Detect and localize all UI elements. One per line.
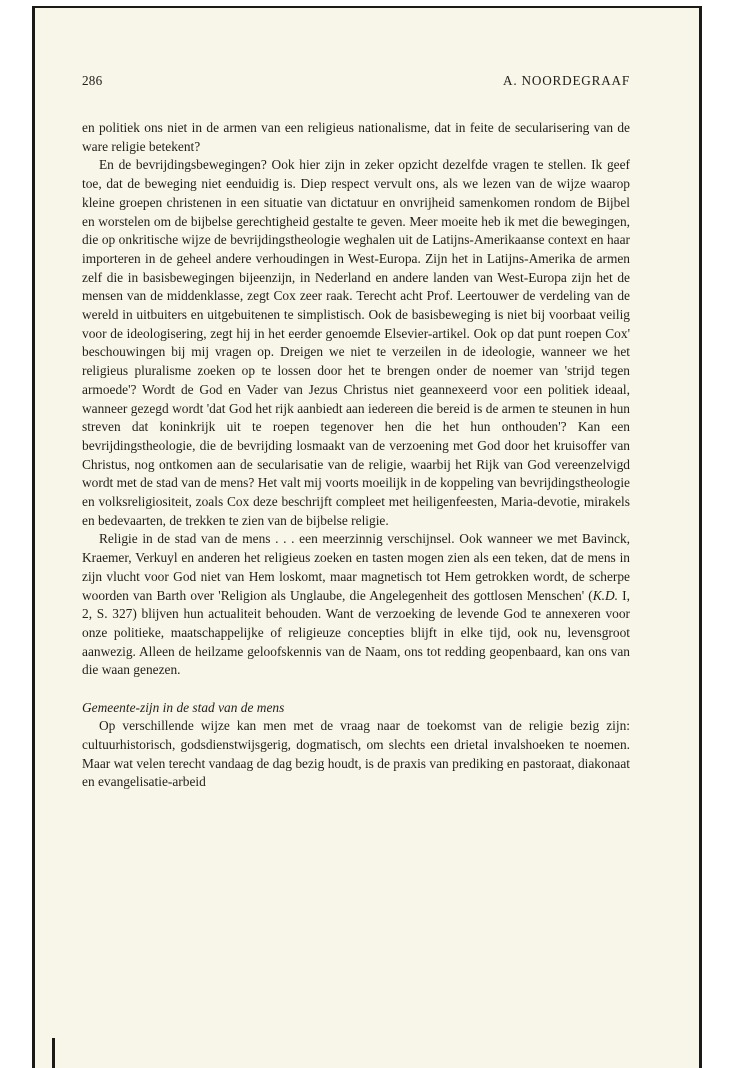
scan-edge-mark [52, 1038, 55, 1068]
paragraph-liberation-movements: En de bevrijdingsbewegingen? Ook hier zijn in zeker opzicht dezelfde vragen te stellen. Ik geef toe, dat de beweging niet eenduidig is. Diep respect vervult ons, als we lezen van de wijze waarop kleine groepen christenen in een situatie van dictatuur en onvrijheid samenkomen rondom de Bijbel en worstelen om de bijbelse gerechtigheid gestalte te geven. Meer moeite heb ik met die bewegingen, die op onkritische wijze de bevrijdingstheologie weghalen uit de Latijns-Amerikaanse context en haar importeren in de geheel andere verhoudingen in West-Europa. Zijn het in Latijns-Amerika de armen zelf die in basisbewegingen bijeenzijn, in Nederland en andere landen van West-Europa zijn het de mensen van de middenklasse, zegt Cox zeer raak. Terecht acht Prof. Leertouwer de verdeling van de wereld in uitbuiters en uitgebuitenen te simplistisch. Ook de basisbeweging is niet bij voorbaat veilig voor de ideologisering, zegt hij in het eerder genoemde Elsevier-artikel. Ook op dat punt roepen Cox' beschouwingen bij mij vragen op. Dreigen we niet te verzeilen in de ideologie, wanneer we het religieus pluralisme zoeken op te lossen door het te brengen onder de noemer van 'strijd tegen armoede'? Wordt de God en Vader van Jezus Christus niet geannexeerd voor een politiek ideaal, wanneer gezegd wordt 'dat God het rijk aanbiedt aan iedereen die bereid is de armen te steunen in hun streven dat koninkrijk uit te roepen tegenover hen die het hun onthouden'? Kan een bevrijdingstheologie, die de bevrijding losmaakt van de verzoening met God door het kruisoffer van Christus, nog ontkomen aan de secularisatie van de religie, waarbij het Rijk van God vereenzelvigd wordt met de stad van de mens? Het valt mij voorts moeilijk in de koppeling van bevrijdingstheologie en volksreligiositeit, zoals Cox deze beschrijft compleet met heiligenfeesten, Maria-devotie, mirakels en bedevaarten, de trekken te zien van de bijbelse religie. [82, 157, 630, 528]
section-heading: Gemeente-zijn in de stad van de mens [82, 700, 285, 716]
citation-kd: K.D. [592, 587, 619, 603]
paragraph-continuation: en politiek ons niet in de armen van een religieus nationalisme, dat in feite de secularisering van de ware religie betekent? [82, 120, 630, 154]
paragraph-congregation: Op verschillende wijze kan men met de vraag naar de toekomst van de religie bezig zijn: cultuurhistorisch, godsdienstwijsgerig, dogmatisch, om slechts een drietal invalshoeken te noemen. Maar wat velen terecht vandaag de dag bezig houdt, is de praxis van prediking en pastoraat, diakonaat en evangelisatie-arbeid [82, 718, 630, 790]
paragraph-religion-in-city [82, 530, 630, 680]
paragraph-text-part: I, 2, S. 327) blijven hun actualiteit behouden. Want de verzoeking de levende God te annexeren voor onze politieke, maatschappelijke of religieuze concepties blijft in elke tijd, ook nu, levensgroot aanwezig. Alleen de heilzame geloofskennis van de Naam, ons tot redding geopenbaard, kan ons van die waan genezen. [82, 587, 630, 678]
body-text [82, 119, 630, 792]
page-number: 286 [82, 73, 103, 88]
paragraph-text-part: Religie in de stad van de mens . . . een meerzinnig verschijnsel. Ook wanneer we met Bavinck, Kraemer, Verkuyl en anderen het religieus zoeken en tasten mogen zien als een teken, dat de mens in zijn vlucht voor God niet van Hem loskomt, maar magnetisch tot Hem getrokken wordt, de scherpe woorden van Barth over 'Religion als Unglaube, die Angelegenheit des gottlosen Menschen' ( [82, 531, 630, 603]
running-head-author: A. NOORDEGRAAF [503, 73, 630, 88]
